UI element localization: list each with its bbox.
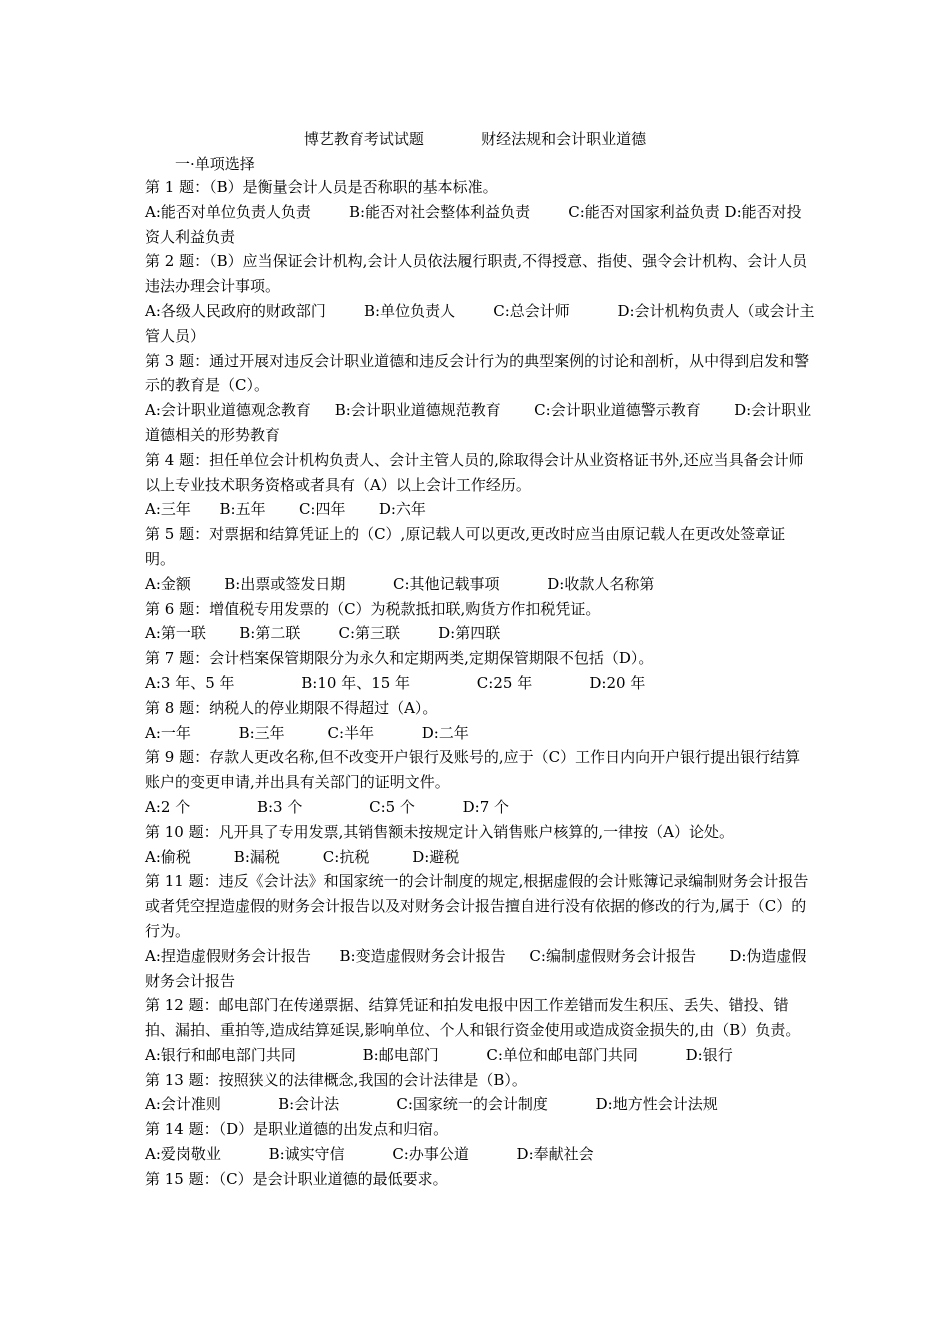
question-stem: 第 1 题：（B）是衡量会计人员是否称职的基本标准。	[145, 178, 498, 196]
question-stem: 第 2 题：（B）应当保证会计机构,会计人员依法履行职责,不得授意、指使、强令会计机构、会计人员违法办理会计事项。	[145, 252, 808, 296]
question-item	[145, 869, 815, 993]
question-options: A:能否对单位负责人负责 B:能否对社会整体利益负责 C:能否对国家利益负责 D:能否对投资人利益负责	[145, 202, 802, 246]
question-item	[145, 745, 815, 819]
question-item	[145, 1167, 815, 1192]
question-options: A:会计职业道德观念教育 B:会计职业道德规范教育 C:会计职业道德警示教育 D:会计职业道德相关的形势教育	[145, 401, 812, 444]
question-stem: 第 6 题：增值税专用发票的（C）为税款抵扣联,购货方作扣税凭证。	[145, 599, 601, 618]
question-item	[145, 349, 815, 448]
question-stem: 第 4 题：担任单位会计机构负责人、会计主管人员的,除取得会计从业资格证书外,还应当具备会计师以上专业技术职务资格或者具有（A）以上会计工作经历。	[145, 450, 804, 494]
document-title: 博艺教育考试试题 财经法规和会计职业道德	[303, 130, 647, 148]
question-list	[145, 175, 815, 1192]
question-stem: 第 5 题：对票据和结算凭证上的（C）,原记载人可以更改,更改时应当由原记载人在更改处签章证明。	[145, 525, 786, 568]
question-item	[145, 696, 815, 746]
question-stem: 第 8 题：纳税人的停业期限不得超过（A）。	[145, 698, 438, 717]
question-item	[145, 993, 815, 1067]
question-options: A:一年 B:三年 C:半年 D:二年	[145, 723, 469, 742]
question-options: A:金额 B:出票或签发日期 C:其他记载事项 D:收款人名称第	[145, 574, 655, 593]
question-options: A:三年 B:五年 C:四年 D:六年	[145, 500, 426, 519]
question-item	[145, 249, 815, 348]
question-options: A:2 个 B:3 个 C:5 个 D:7 个	[145, 797, 510, 816]
question-item	[145, 597, 815, 647]
question-item	[145, 175, 815, 249]
question-item	[145, 646, 815, 696]
question-item	[145, 1068, 815, 1118]
question-stem: 第 10 题：凡开具了专用发票,其销售额未按规定计入销售账户核算的,一律按（A）论处。	[145, 822, 734, 841]
question-stem: 第 12 题：邮电部门在传递票据、结算凭证和拍发电报中因工作差错而发生积压、丢失、错投、错拍、漏拍、重拍等,造成结算延误,影响单位、个人和银行资金使用或造成资金损失的,由（B）负责。	[145, 996, 801, 1040]
question-options: A:捏造虚假财务会计报告 B:变造虚假财务会计报告 C:编制虚假财务会计报告 D:伪造虚假财务会计报告	[145, 946, 807, 990]
question-options: A:各级人民政府的财政部门 B:单位负责人 C:总会计师 D:会计机构负责人（或会计主管人员）	[145, 301, 815, 345]
question-options: A:爱岗敬业 B:诚实守信 C:办事公道 D:奉献社会	[145, 1145, 594, 1164]
question-stem: 第 13 题：按照狭义的法律概念,我国的会计法律是（B）。	[145, 1070, 527, 1089]
question-stem: 第 9 题：存款人更改名称,但不改变开户银行及账号的,应于（C）工作日内向开户银行提出银行结算账户的变更申请,并出具有关部门的证明文件。	[145, 748, 801, 792]
question-options: A:第一联 B:第二联 C:第三联 D:第四联	[145, 624, 501, 643]
question-stem: 第 7 题：会计档案保管期限分为永久和定期两类,定期保管期限不包括（D）。	[145, 649, 654, 668]
question-options: A:会计准则 B:会计法 C:国家统一的会计制度 D:地方性会计法规	[145, 1095, 718, 1114]
question-options: A:3 年、5 年 B:10 年、15 年 C:25 年 D:20 年	[145, 673, 646, 692]
question-item	[145, 820, 815, 870]
question-item	[145, 522, 815, 596]
question-stem: 第 14 题：（D）是职业道德的出发点和归宿。	[145, 1120, 449, 1139]
question-stem: 第 11 题：违反《会计法》和国家统一的会计制度的规定,根据虚假的会计账簿记录编制财务会计报告或者凭空捏造虚假的财务会计报告以及对财务会计报告擅自进行没有依据的修改的行为,属于（C）的行为。	[145, 872, 809, 940]
question-stem: 第 3 题：通过开展对违反会计职业道德和违反会计行为的典型案例的讨论和剖析，从中得到启发和警示的教育是（C）。	[145, 351, 810, 395]
question-item	[145, 448, 815, 522]
question-stem: 第 15 题：（C）是会计职业道德的最低要求。	[145, 1169, 448, 1188]
section-heading: 一·单项选择	[175, 155, 255, 173]
question-item	[145, 1117, 815, 1167]
question-options: A:偷税 B:漏税 C:抗税 D:避税	[145, 847, 460, 866]
question-options: A:银行和邮电部门共同 B:邮电部门 C:单位和邮电部门共同 D:银行	[145, 1045, 733, 1064]
